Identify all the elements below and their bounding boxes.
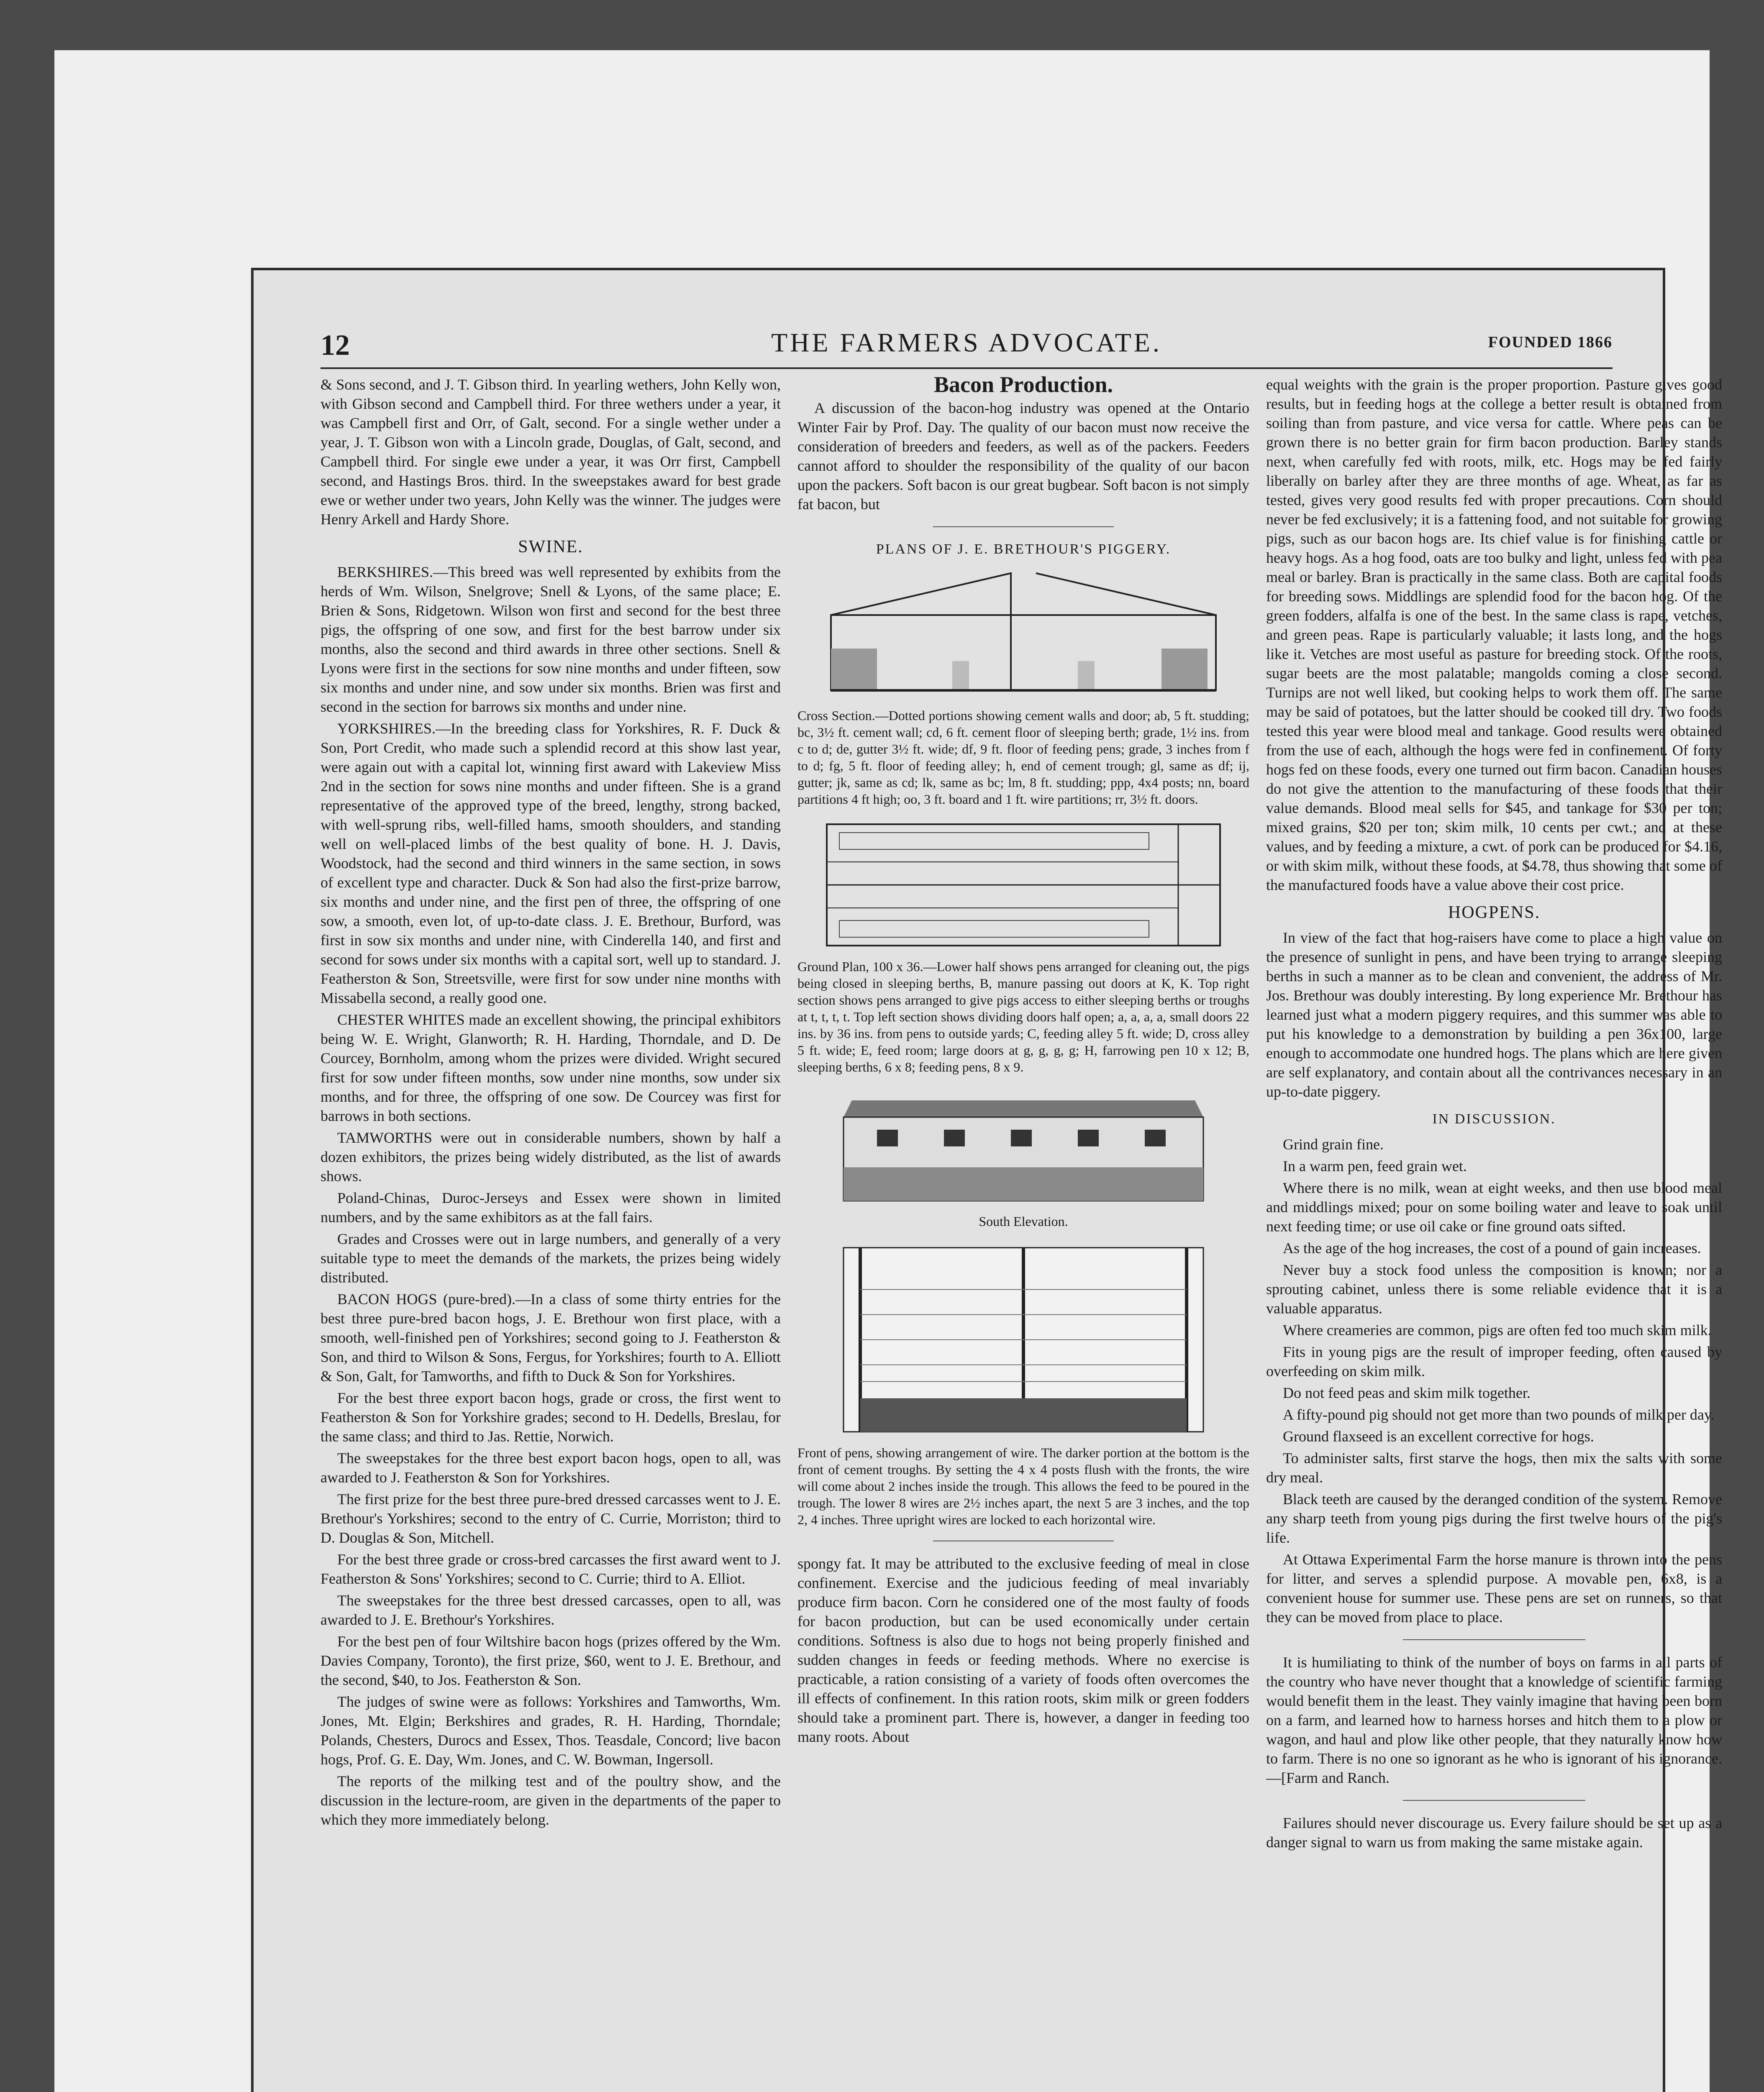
swine-heading: SWINE. bbox=[518, 537, 583, 556]
paragraph: The reports of the milking test and of the poultry show, and the discussion in the lecture-room, are given in the departments of the paper to which they more immediately belong. bbox=[320, 1773, 781, 1828]
discussion-item: To administer salts, first starve the hogs, then mix the salts with some dry meal. bbox=[1266, 1450, 1722, 1486]
divider bbox=[1403, 1800, 1585, 1801]
south-elevation-caption: South Elevation. bbox=[979, 1214, 1068, 1229]
paragraph: equal weights with the grain is the proper proportion. Pasture gives good results, but in feeding hogs at the college a better result is obtained from soiling than from pasture, and vice versa for cattle. Where peas can be grown there is no better grain for firm bacon production. Barley stands next, when carefully fed with roots, milk, etc. Hogs may be fed fairly liberally on barley after they are three months of age. Wheat, as far as tested, gives very good results fed with proper precautions. Corn should never be fed exclusively; it is a fattening food, and not suitable for growing pigs, such as our bacon hogs are. Its chief value is for finishing cattle or heavy hogs. As a hog food, oats are too bulky and light, unless fed with pea meal or barley. Bran is practically in the same class. Both are capital foods for breeding sows. Middlings are splendid food for the bacon hog. Of the green fodders, alfalfa is one of the best. In the same class is rape, vetches, and green peas. Rape is particularly valuable; it lasts long, and the hogs like it. Vetches are most useful as pasture for breeding stock. Of the roots, sugar beets are the most palatable; mangolds coming a close second. Turnips are not well liked, but cooking helps to work them off. The same may be said of potatoes, but the latter should be cooked till dry. Two foods tested this year were blood meal and tankage. Good results were obtained from the use of each, although the hogs were fed in confinement. Of forty hogs fed on these foods, every one turned out firm bacon. Canadian houses do not give the attention to the manufacturing of these foods that their value demands. Blood meal sells for $45, and tankage for $30 per ton; mixed grains, $20 per ton; skim milk, 10 cents per cwt.; and at these values, and by feeding a mixture, a cwt. of pork can be produced for $4.16, or with skim milk, without these foods, at $4.78, thus showing that some of the manufactured foods have a value above their cost price. bbox=[1266, 376, 1722, 893]
paragraph: It is humiliating to think of the number of boys on farms in all parts of the country who have never thought that a knowledge of scientific farming would benefit them in the least. They vainly imagine that having been born on a farm, and learned how to harness horses and hitch them to a plow or wagon, and haul and plow like other people, that they naturally know how to farm. There is no one so ignorant as he who is ignorant of his ignorance.—[Farm and Ranch. bbox=[1266, 1654, 1722, 1786]
cross-section-caption: Cross Section.—Dotted portions showing cement walls and door; ab, 5 ft. studding; bc, 3½ ft. cement wall; cd, 6 ft. cement floor of sleeping berth; grade, 1½ ins. from c to d; de, gutter 3½ ft. wide; df, 9 ft. floor of feeding pens; grade, 3 inches from f to d; fg, 5 ft. floor of feeding alley; h, end of cement trough; gl, same as df; ij, gutter; jk, same as cd; lk, same as bc; lm, 8 ft. studding; ppp, 4x4 posts; nn, board partitions 4 ft high; oo, 3 ft. board and 1 ft. wire partitions; rr, 3½ ft. doors. bbox=[797, 708, 1249, 807]
paragraph: TAMWORTHS were out in considerable numbers, shown by half a dozen exhibitors, the prizes being widely distributed, as the list of awards shows. bbox=[320, 1129, 781, 1184]
masthead-title: THE FARMERS ADVOCATE. bbox=[771, 328, 1162, 357]
header-rule bbox=[320, 367, 1613, 369]
discussion-item: At Ottawa Experimental Farm the horse manure is thrown into the pens for litter, and serves a splendid purpose. A movable pen, 6x8, is a convenient house for summer use. These pens are set on runners, so that they can be moved from place to place. bbox=[1266, 1551, 1722, 1625]
divider bbox=[1403, 1639, 1585, 1640]
column-1 bbox=[320, 375, 781, 1832]
discussion-item: Fits in young pigs are the result of improper feeding, often caused by overfeeding on skim milk. bbox=[1266, 1343, 1722, 1379]
discussion-item: Where creameries are common, pigs are often fed too much skim milk. bbox=[1283, 1322, 1712, 1338]
discussion-heading: IN DISCUSSION. bbox=[1432, 1111, 1556, 1127]
hogpens-heading: HOGPENS. bbox=[1448, 903, 1541, 922]
paragraph: For the best three grade or cross-bred carcasses the first award went to J. Featherston & Sons' Yorkshires; second to C. Currie; third to A. Elliot. bbox=[320, 1551, 781, 1587]
ground-plan-caption: Ground Plan, 100 x 36.—Lower half shows pens arranged for cleaning out, the pigs being closed in sleeping berths, B, manure passing out doors at K, K. Top right section shows pens arranged to give pigs access to either sleeping berths or troughs at t, t, t, t. Top left section shows dividing doors half open; a, a, a, a, small doors 22 ins. by 36 ins. from pens to outside yards; C, feeding alley 5 ft. wide; D, cross alley 5 ft. wide; E, feed room; large doors at g, g, g, g; H, farrowing pen 10 x 12; B, sleeping berths, 6 x 8; feeding pens, 8 x 9. bbox=[797, 959, 1249, 1074]
paragraph: YORKSHIRES.—In the breeding class for Yorkshires, R. F. Duck & Son, Port Credit, who made such a splendid record at this show last year, were again out with a capital lot, winning first award with Lakeview Miss 2nd in the section for sows nine months and under fifteen. She is a grand representative of the approved type of the breed, lengthy, strong backed, with well-sprung ribs, well-filled hams, smooth shoulders, and standing well on well-placed limbs of the best quality of bone. H. J. Davis, Woodstock, had the second and third winners in the same section, in sows of excellent type and character. Duck & Son had also the first-prize barrow, six months and under nine, and the first pen of three, the offspring of one sow, a smooth, even lot, of up-to-date class. J. E. Brethour, Burford, was first in sow six months and under nine, with Cinderella 140, and first and second for sows under six months with a capital sort, well up to standard. J. Featherston & Son, Streetsville, were first for sow under nine months with Missabella second, a really good one. bbox=[320, 720, 781, 1006]
ground-plan-diagram bbox=[814, 816, 1233, 954]
paragraph: For the best three export bacon hogs, grade or cross, the first went to Featherston & Son for Yorkshire grades; second to H. Dedells, Breslau, for the same class; and third to Jas. Rettie, Norwich. bbox=[320, 1390, 781, 1445]
paragraph: & Sons second, and J. T. Gibson third. In yearling wethers, John Kelly won, with Gibson second and Campbell third. For three wethers under a year, it was Campbell first and Orr, of Galt, second. For a single wether under a year, J. T. Gibson won with a Lincoln grade, Douglas, of Galt, second, and Campbell third. For single ewe under a year, it was Orr first, Campbell second, and Hastings Bros. third. In the sweepstakes award for best grade ewe or wether under two years, John Kelly was the winner. The judges were Henry Arkell and Hardy Shore. bbox=[320, 376, 781, 528]
paragraph: Grades and Crosses were out in large numbers, and generally of a very suitable type to meet the demands of the markets, the prizes being widely distributed. bbox=[320, 1231, 781, 1286]
discussion-item: In a warm pen, feed grain wet. bbox=[1283, 1158, 1467, 1174]
paragraph: Poland-Chinas, Duroc-Jerseys and Essex were shown in limited numbers, and by the same exhibitors as at the fall fairs. bbox=[320, 1190, 781, 1225]
discussion-item: A fifty-pound pig should not get more than two pounds of milk per day. bbox=[1283, 1406, 1715, 1423]
article-title: Bacon Production. bbox=[933, 372, 1113, 397]
discussion-item: Black teeth are caused by the deranged condition of the system. Remove any sharp teeth from young pigs during the first twelve hours of the pig's life. bbox=[1266, 1491, 1722, 1546]
discussion-item: Ground flaxseed is an excellent corrective for hogs. bbox=[1283, 1428, 1594, 1445]
paragraph: spongy fat. It may be attributed to the exclusive feeding of meal in close confinement. Exercise and the judicious feeding of meal invariably produce firm bacon. Corn he considered one of the most faulty of foods for bacon production, but can be used economically under certain conditions. Softness is also due to hogs not being properly finished and sudden changes in feeds or feeding methods. Where no exercise is practicable, a ration consisting of a variety of foods often overcomes the ill effects of confinement. In this ration roots, skim milk or green fodders should take a prominent part. There is, however, a danger in feeding too many roots. About bbox=[797, 1555, 1249, 1745]
page-header bbox=[320, 325, 1613, 362]
paragraph: The first prize for the best three pure-bred dressed carcasses went to J. E. Brethour's Yorkshires; second to the entry of C. Currie, Morriston; third to D. Douglas & Son, Mitchell. bbox=[320, 1491, 781, 1546]
paragraph: BERKSHIRES.—This breed was well represented by exhibits from the herds of Wm. Wilson, Snelgrove; Snell & Lyons, of the same place; E. Brien & Sons, Ridgetown. Wilson won first and second for the best three pigs, the offspring of one sow, and first for the best barrow under six months, also the second and third awards in three other sections. Snell & Lyons were first in the sections for sow nine months and under fifteen, sow six months and under nine, and sow under six months. Brien was first and second in the section for barrows six months and under nine. bbox=[320, 564, 781, 715]
south-elevation-drawing bbox=[835, 1084, 1212, 1209]
discussion-item: Where there is no milk, wean at eight weeks, and then use blood meal and middlings mixed; pour on some boiling water and leave to soak until next feeding time; or use oil cake or fine ground oats sifted. bbox=[1266, 1179, 1722, 1235]
paragraph: The judges of swine were as follows: Yorkshires and Tamworths, Wm. Jones, Mt. Elgin; Berkshires and grades, R. H. Harding, Thorndale; Polands, Chesters, Durocs and Essex, Thos. Teasdale, Concord; live bacon hogs, Prof. G. E. Day, Wm. Jones, and C. W. Bowman, Ingersoll. bbox=[320, 1693, 781, 1768]
paragraph: CHESTER WHITES made an excellent showing, the principal exhibitors being W. E. Wright, Glanworth; R. H. Harding, Thorndale, and D. De Courcey, Bornholm, among whom the prizes were divided. Wright secured first for sow under fifteen months, sow under nine months, sow under six months, and for three, the offspring of one sow. De Courcey was first for barrows in both sections. bbox=[320, 1011, 781, 1124]
paragraph: For the best pen of four Wiltshire bacon hogs (prizes offered by the Wm. Davies Company, Toronto), the first prize, $60, went to J. E. Brethour, and the second, $40, to Jos. Featherston & Son. bbox=[320, 1633, 781, 1688]
paragraph: A discussion of the bacon-hog industry was opened at the Ontario Winter Fair by Prof. Day. The quality of our bacon must now receive the consideration of breeders and feeders, as well as of the packers. Feeders cannot afford to shoulder the responsibility of the quality of our bacon upon the packers. Soft bacon is our great bugbear. Soft bacon is not simply fat bacon, but bbox=[797, 400, 1249, 513]
paragraph: In view of the fact that hog-raisers have come to place a high value on the presence of sunlight in pens, and have been trying to arrange sleeping berths in such a manner as to be clean and convenient, the address of Mr. Jos. Brethour was doubly interesting. By long experience Mr. Brethour has learned just what a modern piggery requires, and this summer was able to put his knowledge to a demonstration by building a pen 36x100, large enough to accommodate one hundred hogs. The plans which are here given are self explanatory, and contain about all the contrivances necessary in an up-to-date piggery. bbox=[1266, 929, 1722, 1100]
pen-front-drawing bbox=[835, 1239, 1212, 1440]
newspaper-page bbox=[251, 268, 1722, 2092]
discussion-item: As the age of the hog increases, the cost of a pound of gain increases. bbox=[1283, 1240, 1701, 1256]
discussion-item: Never buy a stock food unless the composition is known; nor a sprouting cabinet, unless there is some reliable evidence that it is a valuable apparatus. bbox=[1266, 1261, 1722, 1317]
divider bbox=[933, 526, 1114, 527]
paragraph: The sweepstakes for the three best dressed carcasses, open to all, was awarded to J. E. Brethour's Yorkshires. bbox=[320, 1592, 781, 1628]
founded-line: FOUNDED 1866 bbox=[1488, 333, 1613, 351]
column-3 bbox=[1266, 375, 1722, 1854]
discussion-item: Do not feed peas and skim milk together. bbox=[1283, 1384, 1531, 1401]
discussion-item: Grind grain fine. bbox=[1283, 1136, 1384, 1153]
paragraph: Failures should never discourage us. Every failure should be set up as a danger signal to warn us from making the same mistake again. bbox=[1266, 1815, 1722, 1851]
plans-heading: PLANS OF J. E. BRETHOUR'S PIGGERY. bbox=[876, 541, 1171, 557]
paragraph: The sweepstakes for the three best export bacon hogs, open to all, was awarded to J. Featherston & Son for Yorkshires. bbox=[320, 1450, 781, 1486]
scan-border-left bbox=[0, 0, 54, 2092]
pen-front-caption: Front of pens, showing arrangement of wire. The darker portion at the bottom is the front of cement troughs. By setting the 4 x 4 posts flush with the fronts, the wire will come about 2 inches inside the trough. This allows the feed to be poured in the trough. The lower 8 wires are 2½ inches apart, the next 5 are 3 inches, and the top 2, 4 inches. Three upright wires are locked to each horizontal wire. bbox=[797, 1445, 1249, 1527]
cross-section-diagram bbox=[814, 565, 1233, 703]
page-number: 12 bbox=[320, 329, 350, 361]
scan-border-top bbox=[0, 0, 1764, 50]
column-2 bbox=[797, 372, 1249, 1749]
paragraph: BACON HOGS (pure-bred).—In a class of some thirty entries for the best three pure-bred bacon hogs, J. E. Brethour won first place, with a smooth, well-finished pen of Yorkshires; second going to J. Featherston & Son, and third to Wilson & Sons, Fergus, for Yorkshires; fourth to A. Elliott & Son, Galt, for Tamworths, and fifth to Duck & Son for Yorkshires. bbox=[320, 1291, 781, 1384]
